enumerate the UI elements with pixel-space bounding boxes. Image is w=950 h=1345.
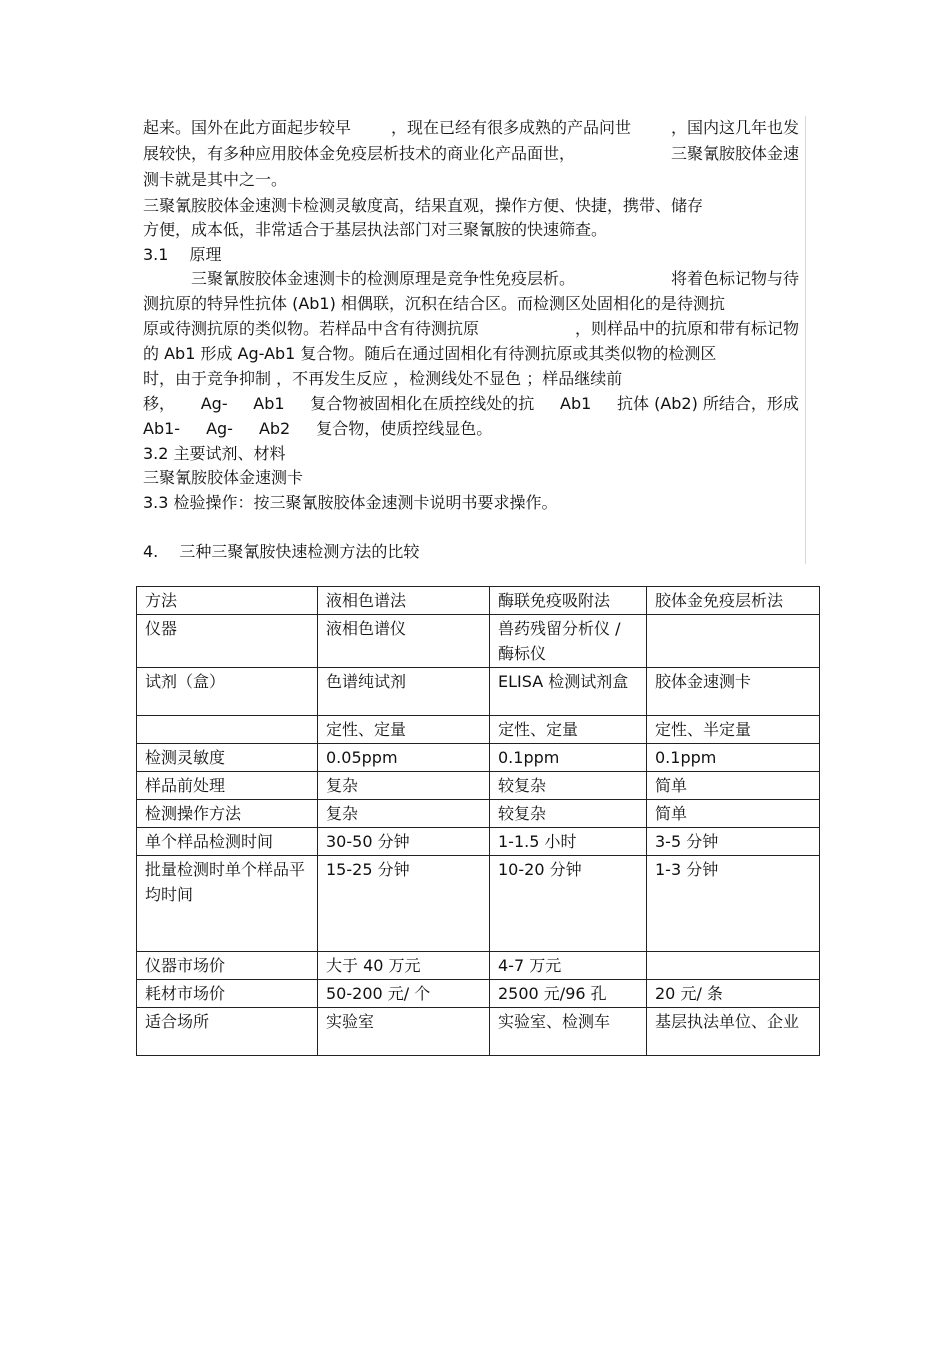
table-cell: 复杂 <box>318 772 490 800</box>
table-cell: 15-25 分钟 <box>318 856 490 952</box>
table-row <box>137 980 820 1008</box>
text-run: Ab1 <box>560 394 592 413</box>
table-row <box>137 800 820 828</box>
table-row <box>137 1008 820 1056</box>
section-heading: 3.2 主要试剂、材料 <box>143 444 286 463</box>
paragraph-line <box>143 142 799 166</box>
text-run: 复合物，使质控线显色。 <box>316 419 493 438</box>
text-run: Ab2 <box>258 419 291 438</box>
text-run: Ab1- <box>143 419 181 438</box>
text-run: ，现在已经有很多成熟的产品问世 <box>390 118 631 137</box>
paragraph-line: 测抗原的特异性抗体 (Ab1) 相偶联，沉积在结合区。而检测区处固相化的是待测抗 <box>143 294 725 313</box>
text-run: 三聚氰胺胶体金速测卡的检测原理是竞争性免疫层析。 <box>143 269 576 288</box>
table-cell: 大于 40 万元 <box>318 952 490 980</box>
table-cell: 复杂 <box>318 800 490 828</box>
paragraph-line: 的 Ab1 形成 Ag-Ab1 复合物。随后在通过固相化有待测抗原或其类似物的检测区 <box>143 344 717 363</box>
table-cell: 10-20 分钟 <box>490 856 647 952</box>
table-cell: 0.1ppm <box>647 744 820 772</box>
table-cell: 定性、定量 <box>318 716 490 744</box>
text-run: ，则样品中的抗原和带有标记物 <box>574 319 799 338</box>
table-header-cell: 方法 <box>137 587 318 615</box>
table-header-cell: 酶联免疫吸附法 <box>490 587 647 615</box>
table-cell: 液相色谱仪 <box>318 615 490 668</box>
table-cell: 1-3 分钟 <box>647 856 820 952</box>
table-row <box>137 856 820 952</box>
table-header-cell: 液相色谱法 <box>318 587 490 615</box>
table-header-cell: 胶体金免疫层析法 <box>647 587 820 615</box>
text-run: Ag- <box>206 419 233 438</box>
section-heading: 3.1 原理 <box>143 245 222 264</box>
table-cell: 较复杂 <box>490 772 647 800</box>
table-cell: 0.1ppm <box>490 744 647 772</box>
text-run: Ag- <box>200 394 228 413</box>
text-run: 三聚氰胺胶体金速 <box>670 144 799 163</box>
table-row <box>137 744 820 772</box>
table-cell: 定性、半定量 <box>647 716 820 744</box>
table-cell: 实验室、检测车 <box>490 1008 647 1056</box>
paragraph-line: 方便，成本低，非常适合于基层执法部门对三聚氰胺的快速筛查。 <box>143 220 608 239</box>
text-run: 移， <box>143 394 176 413</box>
paragraph-line: 时，由于竞争抑制 ，不再发生反应 ，检测线处不显色 ；样品继续前 <box>143 369 623 388</box>
paragraph-line: 三聚氰胺胶体金速测卡 <box>143 468 304 487</box>
table-cell: 较复杂 <box>490 800 647 828</box>
table-cell: 定性、定量 <box>490 716 647 744</box>
paragraph-line <box>143 317 799 341</box>
paragraph-line <box>143 417 492 441</box>
table-cell: 实验室 <box>318 1008 490 1056</box>
text-run: 复合物被固相化在质控线处的抗 <box>310 394 535 413</box>
section-heading: 3.3 检验操作：按三聚氰胺胶体金速测卡说明书要求操作。 <box>143 493 558 512</box>
text-run: ，国内这几年也发 <box>670 118 799 137</box>
table-cell: 简单 <box>647 800 820 828</box>
table-row <box>137 828 820 856</box>
table-cell: 兽药残留分析仪 / 酶标仪 <box>490 615 647 668</box>
table-cell: 基层执法单位、企业 <box>647 1008 820 1056</box>
comparison-table <box>136 586 820 1056</box>
table-row <box>137 615 820 668</box>
text-run: Ab1 <box>253 394 285 413</box>
paragraph-line <box>143 267 799 291</box>
table-cell: 耗材市场价 <box>137 980 318 1008</box>
table-cell: 50-200 元/ 个 <box>318 980 490 1008</box>
table-row <box>137 668 820 716</box>
table-cell: 胶体金速测卡 <box>647 668 820 716</box>
table-cell: 简单 <box>647 772 820 800</box>
table-cell: 检测操作方法 <box>137 800 318 828</box>
table-row <box>137 716 820 744</box>
table-cell: ELISA 检测试剂盒 <box>490 668 647 716</box>
text-run: 原或待测抗原的类似物。若样品中含有待测抗原 <box>143 319 480 338</box>
table-row <box>137 772 820 800</box>
section-heading: 4. 三种三聚氰胺快速检测方法的比较 <box>143 542 420 561</box>
table-cell: 批量检测时单个样品平均时间 <box>137 856 318 952</box>
paragraph-line <box>143 392 799 416</box>
table-cell: 仪器 <box>137 615 318 668</box>
table-cell: 试剂（盒） <box>137 668 318 716</box>
table-cell: 检测灵敏度 <box>137 744 318 772</box>
table-cell <box>647 952 820 980</box>
table-cell: 2500 元/96 孔 <box>490 980 647 1008</box>
body-text-block <box>143 116 806 564</box>
table-row <box>137 952 820 980</box>
paragraph-line: 三聚氰胺胶体金速测卡检测灵敏度高，结果直观，操作方便、快捷，携带、储存 <box>143 196 704 215</box>
table-cell: 仪器市场价 <box>137 952 318 980</box>
table-cell: 适合场所 <box>137 1008 318 1056</box>
table-header-row <box>137 587 820 615</box>
table-cell: 3-5 分钟 <box>647 828 820 856</box>
table-cell: 1-1.5 小时 <box>490 828 647 856</box>
paragraph-line: 测卡就是其中之一。 <box>143 170 288 189</box>
table-cell: 0.05ppm <box>318 744 490 772</box>
table-cell: 单个样品检测时间 <box>137 828 318 856</box>
table-cell: 20 元/ 条 <box>647 980 820 1008</box>
table-cell: 4-7 万元 <box>490 952 647 980</box>
table-cell: 30-50 分钟 <box>318 828 490 856</box>
text-run: 抗体 (Ab2) 所结合，形成 <box>616 394 799 413</box>
text-run: 展较快，有多种应用胶体金免疫层析技术的商业化产品面世， <box>143 144 576 163</box>
table-cell: 样品前处理 <box>137 772 318 800</box>
table-cell: 色谱纯试剂 <box>318 668 490 716</box>
table-cell <box>137 716 318 744</box>
paragraph-line <box>143 116 799 140</box>
text-run: 将着色标记物与待 <box>670 269 799 288</box>
text-run: 起来。国外在此方面起步较早 <box>143 118 352 137</box>
table-cell <box>647 615 820 668</box>
